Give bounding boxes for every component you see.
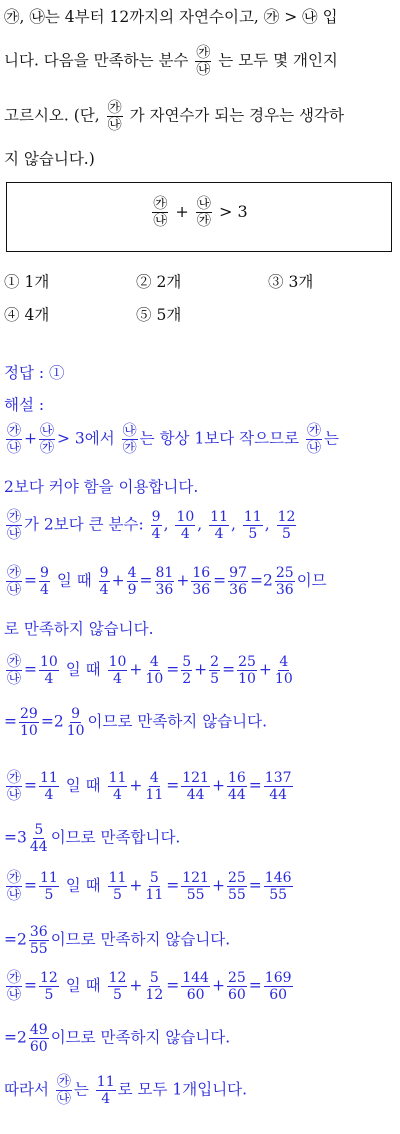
case-10-4-result: = $\frac{29}{10}$ =2 $\frac{9}{10}$ 이므로 만족하지 않습니다. xyxy=(4,706,268,739)
case-12-5-result: =2 $\frac{49}{60}$ 이므로 만족하지 않습니다. xyxy=(4,1022,231,1055)
case-11-4: $\frac{㉮}{㉯}$ = $\frac{11}{4}$ 일 때 $\frac{11}{4}$ + $\frac{4}{11}$ = $\frac{121}{44}$ + $\frac{16}{44}$ = $\frac{137}{44}$ xyxy=(7,770,292,803)
problem-text: 가 자연수가 되는 경우는 생각하 xyxy=(129,106,344,125)
condition-inequality: $\frac{㉮}{㉯}$ + $\frac{㉯}{㉮}$ > 3 xyxy=(153,196,248,229)
problem-line-2 xyxy=(4,46,338,77)
choice-3[interactable]: ③ 3개 xyxy=(268,273,314,291)
problem-text: 지 않습니다.) xyxy=(4,150,95,168)
fraction-ga-over-na: $\frac{㉮}{㉯}$ xyxy=(107,100,122,133)
final-conclusion: 따라서 $\frac{㉮}{㉯}$ 는 $\frac{11}{4}$ 로 모두 1개입니다. xyxy=(4,1074,248,1107)
problem-line-1 xyxy=(4,10,338,26)
case-9-4-result: 로 만족하지 않습니다. xyxy=(4,620,154,638)
solution-line-3: $\frac{㉮}{㉯}$ 가 2보다 큰 분수: $\frac{9}{4}$ , $\frac{10}{4}$ , $\frac{11}{4}$ , $\frac{11}{5}$ , $\frac{12}{5}$ xyxy=(7,509,296,542)
problem-line-3 xyxy=(4,101,344,132)
solution-title: 해설 : xyxy=(4,396,45,414)
case-11-4-result: =3 $\frac{5}{44}$ 이므로 만족합니다. xyxy=(4,822,181,855)
problem-text: 입 xyxy=(322,8,338,26)
choice-1[interactable]: ① 1개 xyxy=(4,273,50,291)
problem-line-4 xyxy=(4,152,95,168)
case-11-5: $\frac{㉮}{㉯}$ = $\frac{11}{5}$ 일 때 $\frac{11}{5}$ + $\frac{5}{11}$ = $\frac{121}{55}$ + $\frac{25}{55}$ = $\frac{146}{55}$ xyxy=(7,870,292,903)
problem-text: 는 모두 몇 개인지 xyxy=(218,51,338,70)
choice-4[interactable]: ④ 4개 xyxy=(4,306,50,324)
problem-text: 고르시오. (단, xyxy=(4,106,100,125)
choice-2[interactable]: ② 2개 xyxy=(136,273,182,291)
case-12-5: $\frac{㉮}{㉯}$ = $\frac{12}{5}$ 일 때 $\frac{12}{5}$ + $\frac{5}{12}$ = $\frac{144}{60}$ + $\frac{25}{60}$ = $\frac{169}{60}$ xyxy=(7,970,292,1003)
answer-label: 정답 : ① xyxy=(4,364,65,382)
case-10-4: $\frac{㉮}{㉯}$ = $\frac{10}{4}$ 일 때 $\frac{10}{4}$ + $\frac{4}{10}$ = $\frac{5}{2}$ + $\frac{2}{5}$ = $\frac{25}{10}$ + $\frac{4}{10}$ xyxy=(7,654,293,687)
solution-line-2: 2보다 커야 함을 이용합니다. xyxy=(4,478,199,496)
case-11-5-result: =2 $\frac{36}{55}$ 이므로 만족하지 않습니다. xyxy=(4,924,231,957)
problem-text: ㉮, ㉯는 4부터 12까지의 자연수이고, ㉮ > ㉯ xyxy=(4,8,318,26)
case-9-4: $\frac{㉮}{㉯}$ = $\frac{9}{4}$ 일 때 $\frac{9}{4}$ + $\frac{4}{9}$ = $\frac{81}{36}$ + $\frac{16}{36}$ = $\frac{97}{36}$ =2 $\frac{25}{36}$ 이므 xyxy=(7,565,327,598)
solution-line-1: $\frac{㉮}{㉯}$ + $\frac{㉯}{㉮}$ > 3에서 $\frac{㉯}{㉮}$ 는 항상 1보다 작으므로 $\frac{㉮}{㉯}$ 는 xyxy=(7,423,339,456)
choice-5[interactable]: ⑤ 5개 xyxy=(136,306,182,324)
condition-box xyxy=(6,182,392,252)
fraction-ga-over-na: $\frac{㉮}{㉯}$ xyxy=(196,45,211,78)
problem-text: 니다. 다음을 만족하는 분수 xyxy=(4,51,189,70)
